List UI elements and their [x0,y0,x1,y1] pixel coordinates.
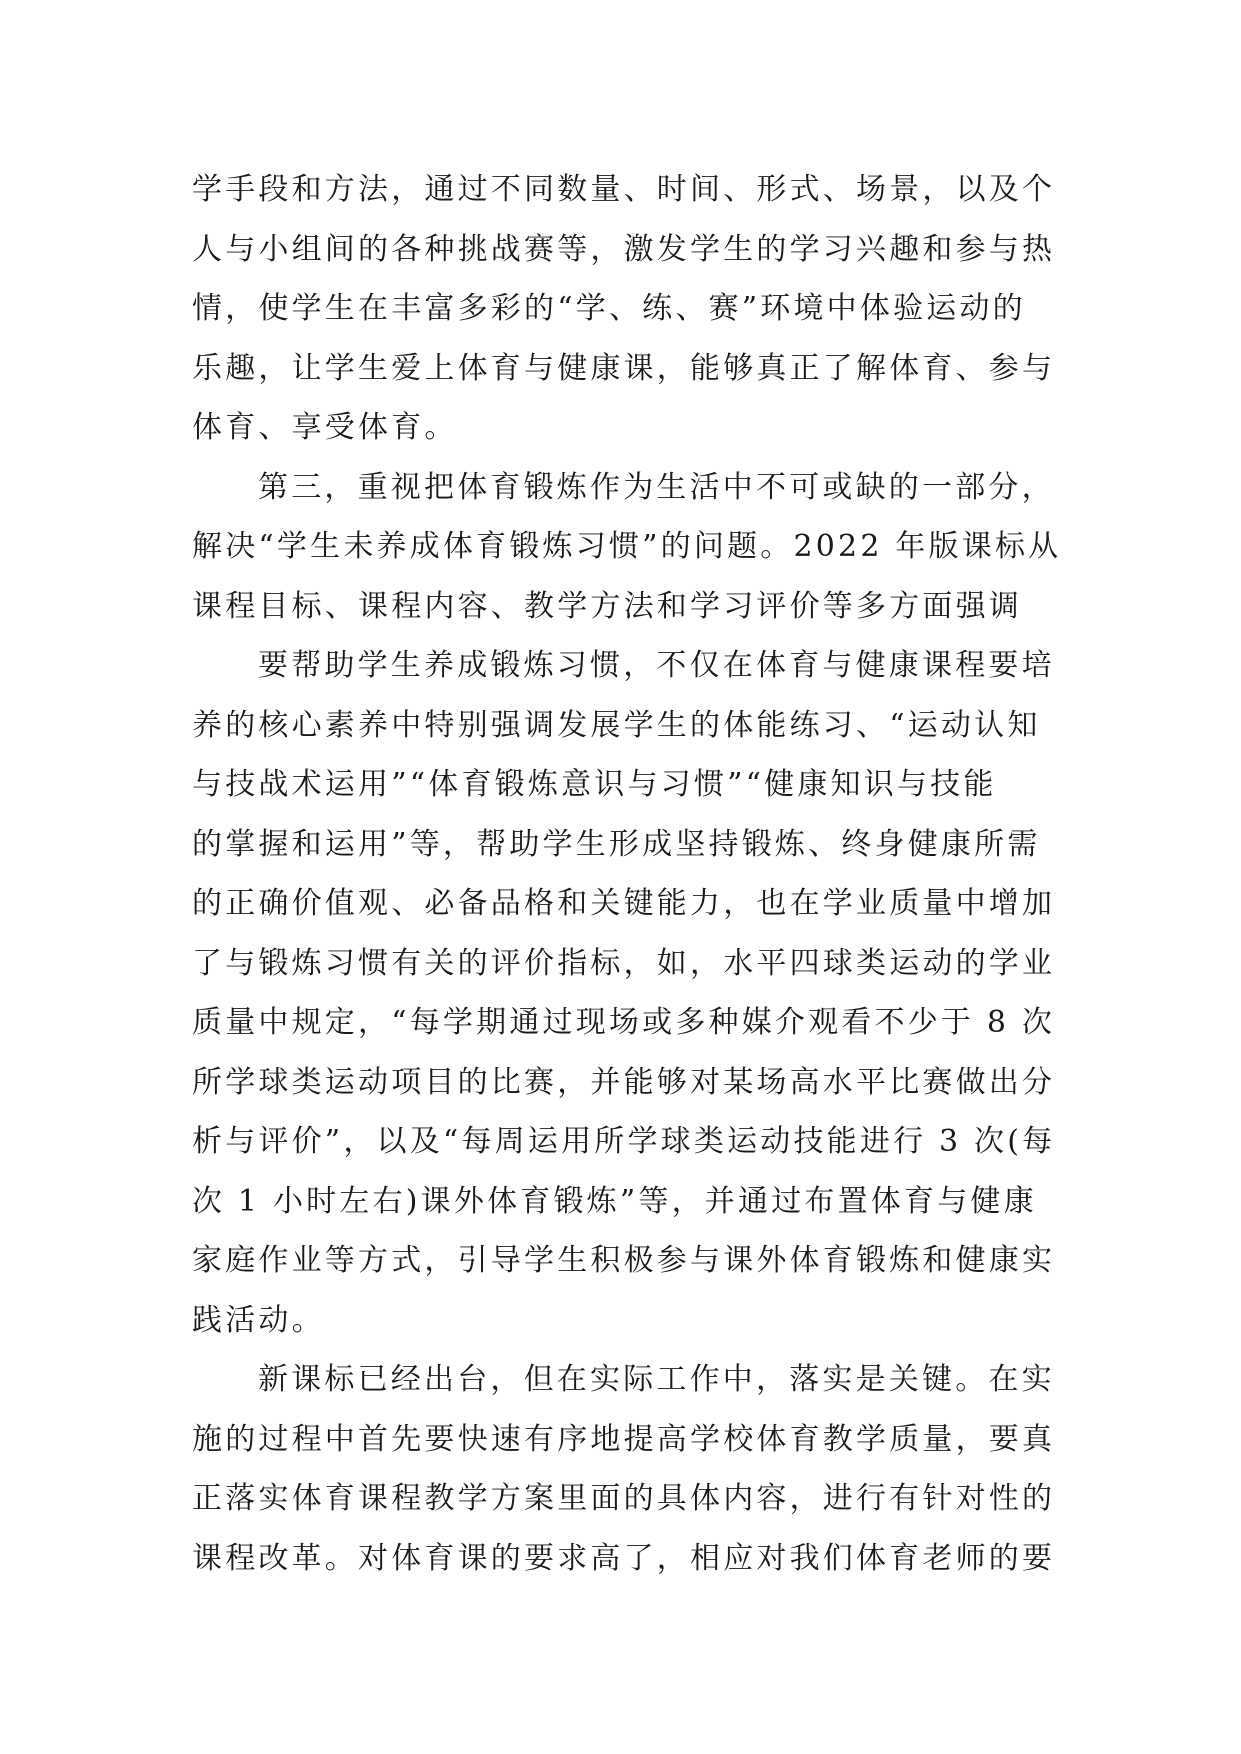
text-line: 第三，重视把体育锻炼作为生活中不可或缺的一部分， [258,469,1055,505]
text-line: 正落实体育课程教学方案里面的具体内容，进行有针对性的 [192,1481,1056,1516]
text-line: 所学球类运动项目的比赛，并能够对某场高水平比赛做出分 [192,1064,1056,1100]
text-line: 次 1 小时左右)课外体育锻炼”等，并通过布置体育与健康 [192,1183,1037,1219]
text-line: 践活动。 [192,1302,325,1338]
text-line: 学手段和方法，通过不同数量、时间、形式、场景，以及个 [192,172,1056,207]
text-line: 的正确价值观、必备品格和关键能力，也在学业质量中增加 [192,886,1056,921]
text-line: 体育、享受体育。 [192,410,458,445]
text-line: 人与小组间的各种挑战赛等，激发学生的学习兴趣和参与热 [192,231,1056,267]
text-line: 情，使学生在丰富多彩的“学、练、赛”环境中体验运动的 [192,291,1026,326]
text-line: 了与锻炼习惯有关的评价指标，如，水平四球类运动的学业 [192,945,1056,981]
text-line: 与技战术运用”“体育锻炼意识与习惯”“健康知识与技能 [192,767,997,802]
body-text [192,160,1062,1588]
text-line: 乐趣，让学生爱上体育与健康课，能够真正了解体育、参与 [192,350,1056,386]
text-line: 解决“学生未养成体育锻炼习惯”的问题。2022 年版课标从 [192,529,1062,564]
text-line: 施的过程中首先要快速有序地提高学校体育教学质量，要真 [192,1421,1056,1457]
text-line: 析与评价”，以及“每周运用所学球类运动技能进行 3 次(每 [192,1124,1056,1159]
text-line: 质量中规定，“每学期通过现场或多种媒介观看不少于 8 次 [192,1005,1056,1040]
text-line: 要帮助学生养成锻炼习惯，不仅在体育与健康课程要培 [258,648,1055,683]
text-line: 新课标已经出台，但在实际工作中，落实是关键。在实 [258,1362,1055,1397]
text-line: 课程目标、课程内容、教学方法和学习评价等多方面强调 [192,588,1022,624]
text-line: 的掌握和运用”等，帮助学生形成坚持锻炼、终身健康所需 [192,826,1041,862]
text-line: 课程改革。对体育课的要求高了，相应对我们体育老师的要 [192,1540,1056,1576]
text-line: 养的核心素养中特别强调发展学生的体能练习、“运动认知 [192,707,1041,743]
text-line: 家庭作业等方式，引导学生积极参与课外体育锻炼和健康实 [192,1243,1056,1278]
